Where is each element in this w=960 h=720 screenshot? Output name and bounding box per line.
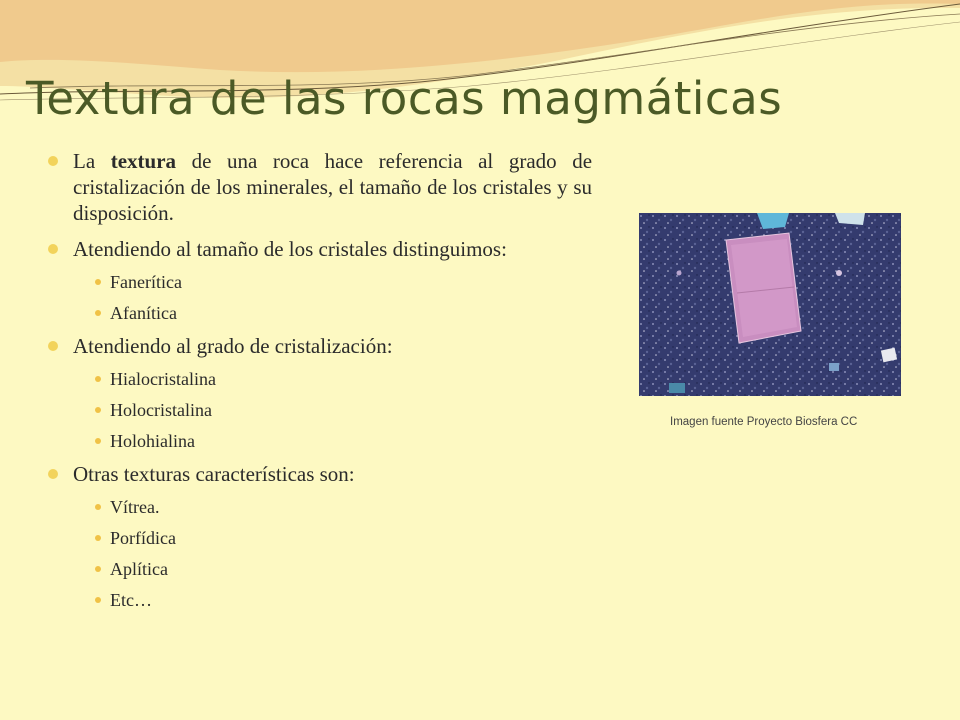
sub-bullet bbox=[48, 588, 592, 612]
sub-bullet bbox=[48, 495, 592, 519]
sub-bullet-icon bbox=[95, 407, 101, 413]
bullet-icon bbox=[48, 244, 58, 254]
bullet-section-1 bbox=[48, 236, 592, 262]
bullet-intro bbox=[48, 148, 592, 226]
sub-bullet bbox=[48, 398, 592, 422]
sub-bullet-text: Holocristalina bbox=[110, 400, 212, 420]
sub-bullet-icon bbox=[95, 597, 101, 603]
sub-bullet bbox=[48, 270, 592, 294]
sub-bullet-icon bbox=[95, 535, 101, 541]
sub-bullet bbox=[48, 557, 592, 581]
sub-bullet-text: Etc… bbox=[110, 590, 152, 610]
intro-term: textura bbox=[110, 149, 177, 173]
bullet-list bbox=[48, 148, 592, 612]
bullet-icon bbox=[48, 156, 58, 166]
bullet-section-2 bbox=[48, 333, 592, 359]
sub-bullet bbox=[48, 367, 592, 391]
sub-bullet-icon bbox=[95, 504, 101, 510]
sub-bullet-icon bbox=[95, 376, 101, 382]
sub-bullet bbox=[48, 301, 592, 325]
sub-bullet-text: Afanítica bbox=[110, 303, 177, 323]
intro-rest: de una roca hace referencia al grado de cristalización de los minerales, el tamaño de los cristales y su disposición. bbox=[73, 149, 593, 225]
sub-bullet-icon bbox=[95, 310, 101, 316]
sub-bullet-icon bbox=[95, 566, 101, 572]
sub-bullet-icon bbox=[95, 279, 101, 285]
sub-bullet bbox=[48, 429, 592, 453]
image-caption: Imagen fuente Proyecto Biosfera CC bbox=[670, 416, 858, 428]
sub-bullet-icon bbox=[95, 438, 101, 444]
slide-title: Textura de las rocas magmáticas bbox=[26, 72, 783, 125]
sub-bullet-text: Porfídica bbox=[110, 528, 176, 548]
bullet-icon bbox=[48, 469, 58, 479]
sub-bullet bbox=[48, 526, 592, 550]
bullet-icon bbox=[48, 341, 58, 351]
sub-bullet-text: Aplítica bbox=[110, 559, 168, 579]
section-3-text: Otras texturas características son: bbox=[73, 462, 355, 486]
rock-thin-section-image bbox=[639, 213, 901, 396]
intro-lead: La bbox=[73, 149, 96, 173]
section-1-text: Atendiendo al tamaño de los cristales distinguimos: bbox=[73, 237, 507, 261]
sub-bullet-text: Holohialina bbox=[110, 431, 195, 451]
bullet-section-3 bbox=[48, 461, 592, 487]
section-2-text: Atendiendo al grado de cristalización: bbox=[73, 334, 393, 358]
sub-bullet-text: Hialocristalina bbox=[110, 369, 216, 389]
sub-bullet-text: Vítrea. bbox=[110, 497, 160, 517]
sub-bullet-text: Fanerítica bbox=[110, 272, 182, 292]
